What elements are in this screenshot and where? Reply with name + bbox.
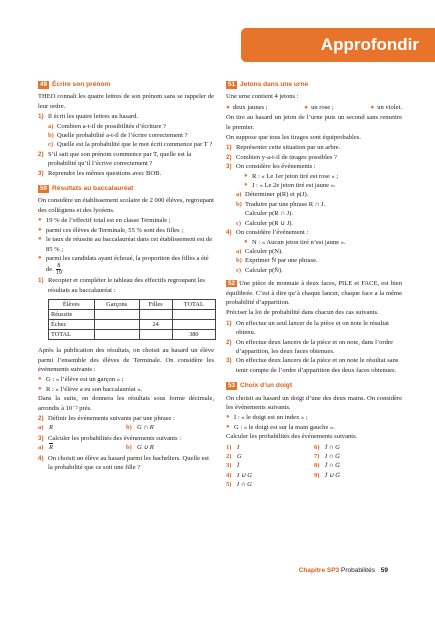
question: 3) Calculer les probabilités des événements suivants : — [38, 434, 182, 442]
sub-question: a) Calculer p(N). — [236, 247, 283, 255]
banner-title: Approfondir — [320, 35, 419, 54]
exercise-text: Calculer les probabilités des événements suivants. — [226, 433, 358, 441]
fraction: $\frac{8}{19}$ — [55, 263, 62, 277]
bullet-item: ● N : « Aucun jeton tiré n’est jaune ». — [244, 238, 346, 246]
exercise-52-text: 52 Une pièce de monnaie à deux faces, PILE et FACE, est bien équilibrée. C’est à dire qu’à chaque lancer, chaque face a la même probabilité d’apparition. — [226, 280, 402, 306]
exercise-number: 49 — [40, 80, 48, 88]
exercise-text: On considère un établissement scolaire de 2 000 élèves, regroupant des collégiens et des lycéens. — [38, 197, 214, 214]
token-list: ● deux jaunes ; ● un rose ; ● un violet. — [226, 103, 402, 111]
left-column — [38, 78, 214, 472]
exercise-text: Dans la suite, on donnera les résultats sous forme décimale, arrondis à 10⁻² près. — [38, 395, 214, 412]
results-table: Élèves Garçons Filles TOTAL Réussite Échec 24 TOTAL 380 — [48, 299, 216, 340]
right-column — [226, 78, 402, 491]
exercise-53-header — [226, 381, 402, 390]
exercise-number: 51 — [228, 80, 236, 88]
exercise-number: 52 — [228, 280, 236, 288]
question: 1) Représenter cette situation par un arbre. — [226, 144, 341, 152]
page-footer — [299, 566, 388, 575]
bullet-item: ● parmi ces élèves de Terminale, 55 % sont des filles ; — [38, 226, 184, 234]
exercise-51-header — [226, 80, 402, 89]
section-label: Probabilités — [340, 567, 375, 574]
exercise-text: Après la publication des résultats, on choisit au hasard un élève parmi l’ensemble des élèves de Terminale. On considère les événements suivants : — [38, 347, 214, 373]
question: 3) Reprendre les mêmes questions avec BOB. — [38, 169, 162, 177]
sub-question: b) Exprimer N̄ par une phrase. — [236, 257, 318, 265]
page-number: 59 — [380, 567, 388, 574]
section-banner — [241, 28, 435, 62]
exercise-text: On suppose que tous les tirages sont équiprobables. — [226, 134, 361, 142]
question: 1) Recopier et compléter le tableau des effectifs regroupant les résultats au baccalauréat : — [38, 277, 205, 294]
exercise-title: Choix d’un doigt — [240, 382, 293, 390]
bullet-item: ● R : « Le 1er jeton tiré est rose » ; — [244, 172, 339, 180]
exercise-text: THEO connaît les quatre lettres de son prénom sans se rappeler de leur ordre. — [38, 93, 214, 110]
bullet-item: ● le taux de réussite au baccalauréat dans cet établissement est de 85 % ; — [38, 236, 213, 253]
question: 1) On effectue un seul lancer de la pièce et on note le résultat obtenu. — [226, 319, 389, 337]
question: 3) On effectue deux lancers de la pièce et on note le résultat sans tenir compte de l’ordre d’apparition des deux faces obtenues. — [226, 357, 399, 374]
sub-question: b) Traduire par une phrase R ∩ J. — [236, 200, 326, 208]
exercise-49-header — [38, 80, 214, 89]
question: 4) On choisit un élève au hasard parmi les bacheliers. Quelle est la probabilité que ce soit une fille ? — [38, 454, 209, 471]
question: 4) On considère l’événement : — [226, 229, 309, 237]
sub-question: Calculer p(R ∩ J). — [245, 210, 293, 218]
exercise-text: On choisit au hasard un doigt d’une des deux mains. On considère les événements suivants. — [226, 394, 402, 411]
exercise-text: Une urne contient 4 jetons : — [226, 93, 299, 101]
bullet-item: ● G : « l’élève est un garçon » ; — [38, 376, 124, 384]
answer-grid: a) R b) G ∩ R — [38, 424, 154, 432]
exercise-text: On tire au hasard un jeton de l’urne puis un second sans remettre le premier. — [226, 114, 402, 131]
bullet-item: ● I : « le doigt est un index » ; — [226, 414, 308, 422]
sub-question: c) Calculer p(N̄). — [236, 266, 283, 274]
question: 2) Définir les événements suivants par une phrase : — [38, 414, 175, 422]
exercise-title: Écrire son prénom — [52, 81, 111, 88]
sub-question: c) Calculer p(R ∪ J). — [236, 219, 294, 227]
question: 1) Il écrit les quatre lettres au hasard. — [38, 113, 138, 121]
chapter-label: Chapitre SP3 — [298, 567, 340, 574]
bullet-item: ● G : « le doigt est sur la main gauche ». — [226, 423, 335, 431]
question: 3) On considère les événements : — [226, 163, 316, 171]
question: 2) On effectue deux lancers de la pièce et on note, dans l’ordre d’apparition, les deux faces obtenues. — [226, 338, 393, 355]
sub-question: c) Quelle est la probabilité que le mot écrit commence par T ? — [48, 141, 213, 149]
exercise-text: Préciser la loi de probabilité dans chacun des cas suivants. — [226, 309, 379, 317]
answer-grid: 1) I 6) Ī ∩ G 2) G 7) I ∩ Ḡ 3) Ī 8) Ī ∩ Ḡ 4) I ∪ G 9) Ī ∪ Ḡ 5) I ∩ G — [226, 443, 340, 489]
sub-question: a) Combien a-t-il de possibilités d’écriture ? — [48, 122, 166, 130]
exercise-title: Résultats au baccalauréat — [52, 185, 134, 193]
bullet-item: ● R : « l’élève a eu son baccalauréat ». — [38, 385, 143, 393]
exercise-title: Jetons dans une urne — [240, 81, 309, 88]
question: 2) Combien y-a-t-il de tirages possibles ? — [226, 153, 337, 161]
exercise-number: 53 — [228, 381, 236, 389]
bullet-item: ● parmi les candidats ayant échoué, la proportion des filles a été de $\frac{8}{19}$ . — [38, 254, 209, 277]
question: 2) S’il sait que son prénom commence par T, quelle est la probabilité qu’il l’écrive correctement ? — [38, 150, 192, 168]
bullet-item: ● 19 % de l’effectif total est en classe Terminale ; — [38, 217, 171, 225]
exercise-number: 50 — [40, 184, 48, 192]
exercise-50-header — [38, 184, 214, 193]
sub-question: a) Déterminer p(R) et p(J). — [236, 191, 309, 199]
bullet-item: ● J : « Le 2e jeton tiré est jaune ». — [244, 182, 336, 190]
sub-question: b) Quelle probabilité a-t-il de l’écrire correctement ? — [48, 132, 188, 140]
answer-grid: a) $\overline{R}$ b) G ∪ R — [38, 444, 154, 452]
